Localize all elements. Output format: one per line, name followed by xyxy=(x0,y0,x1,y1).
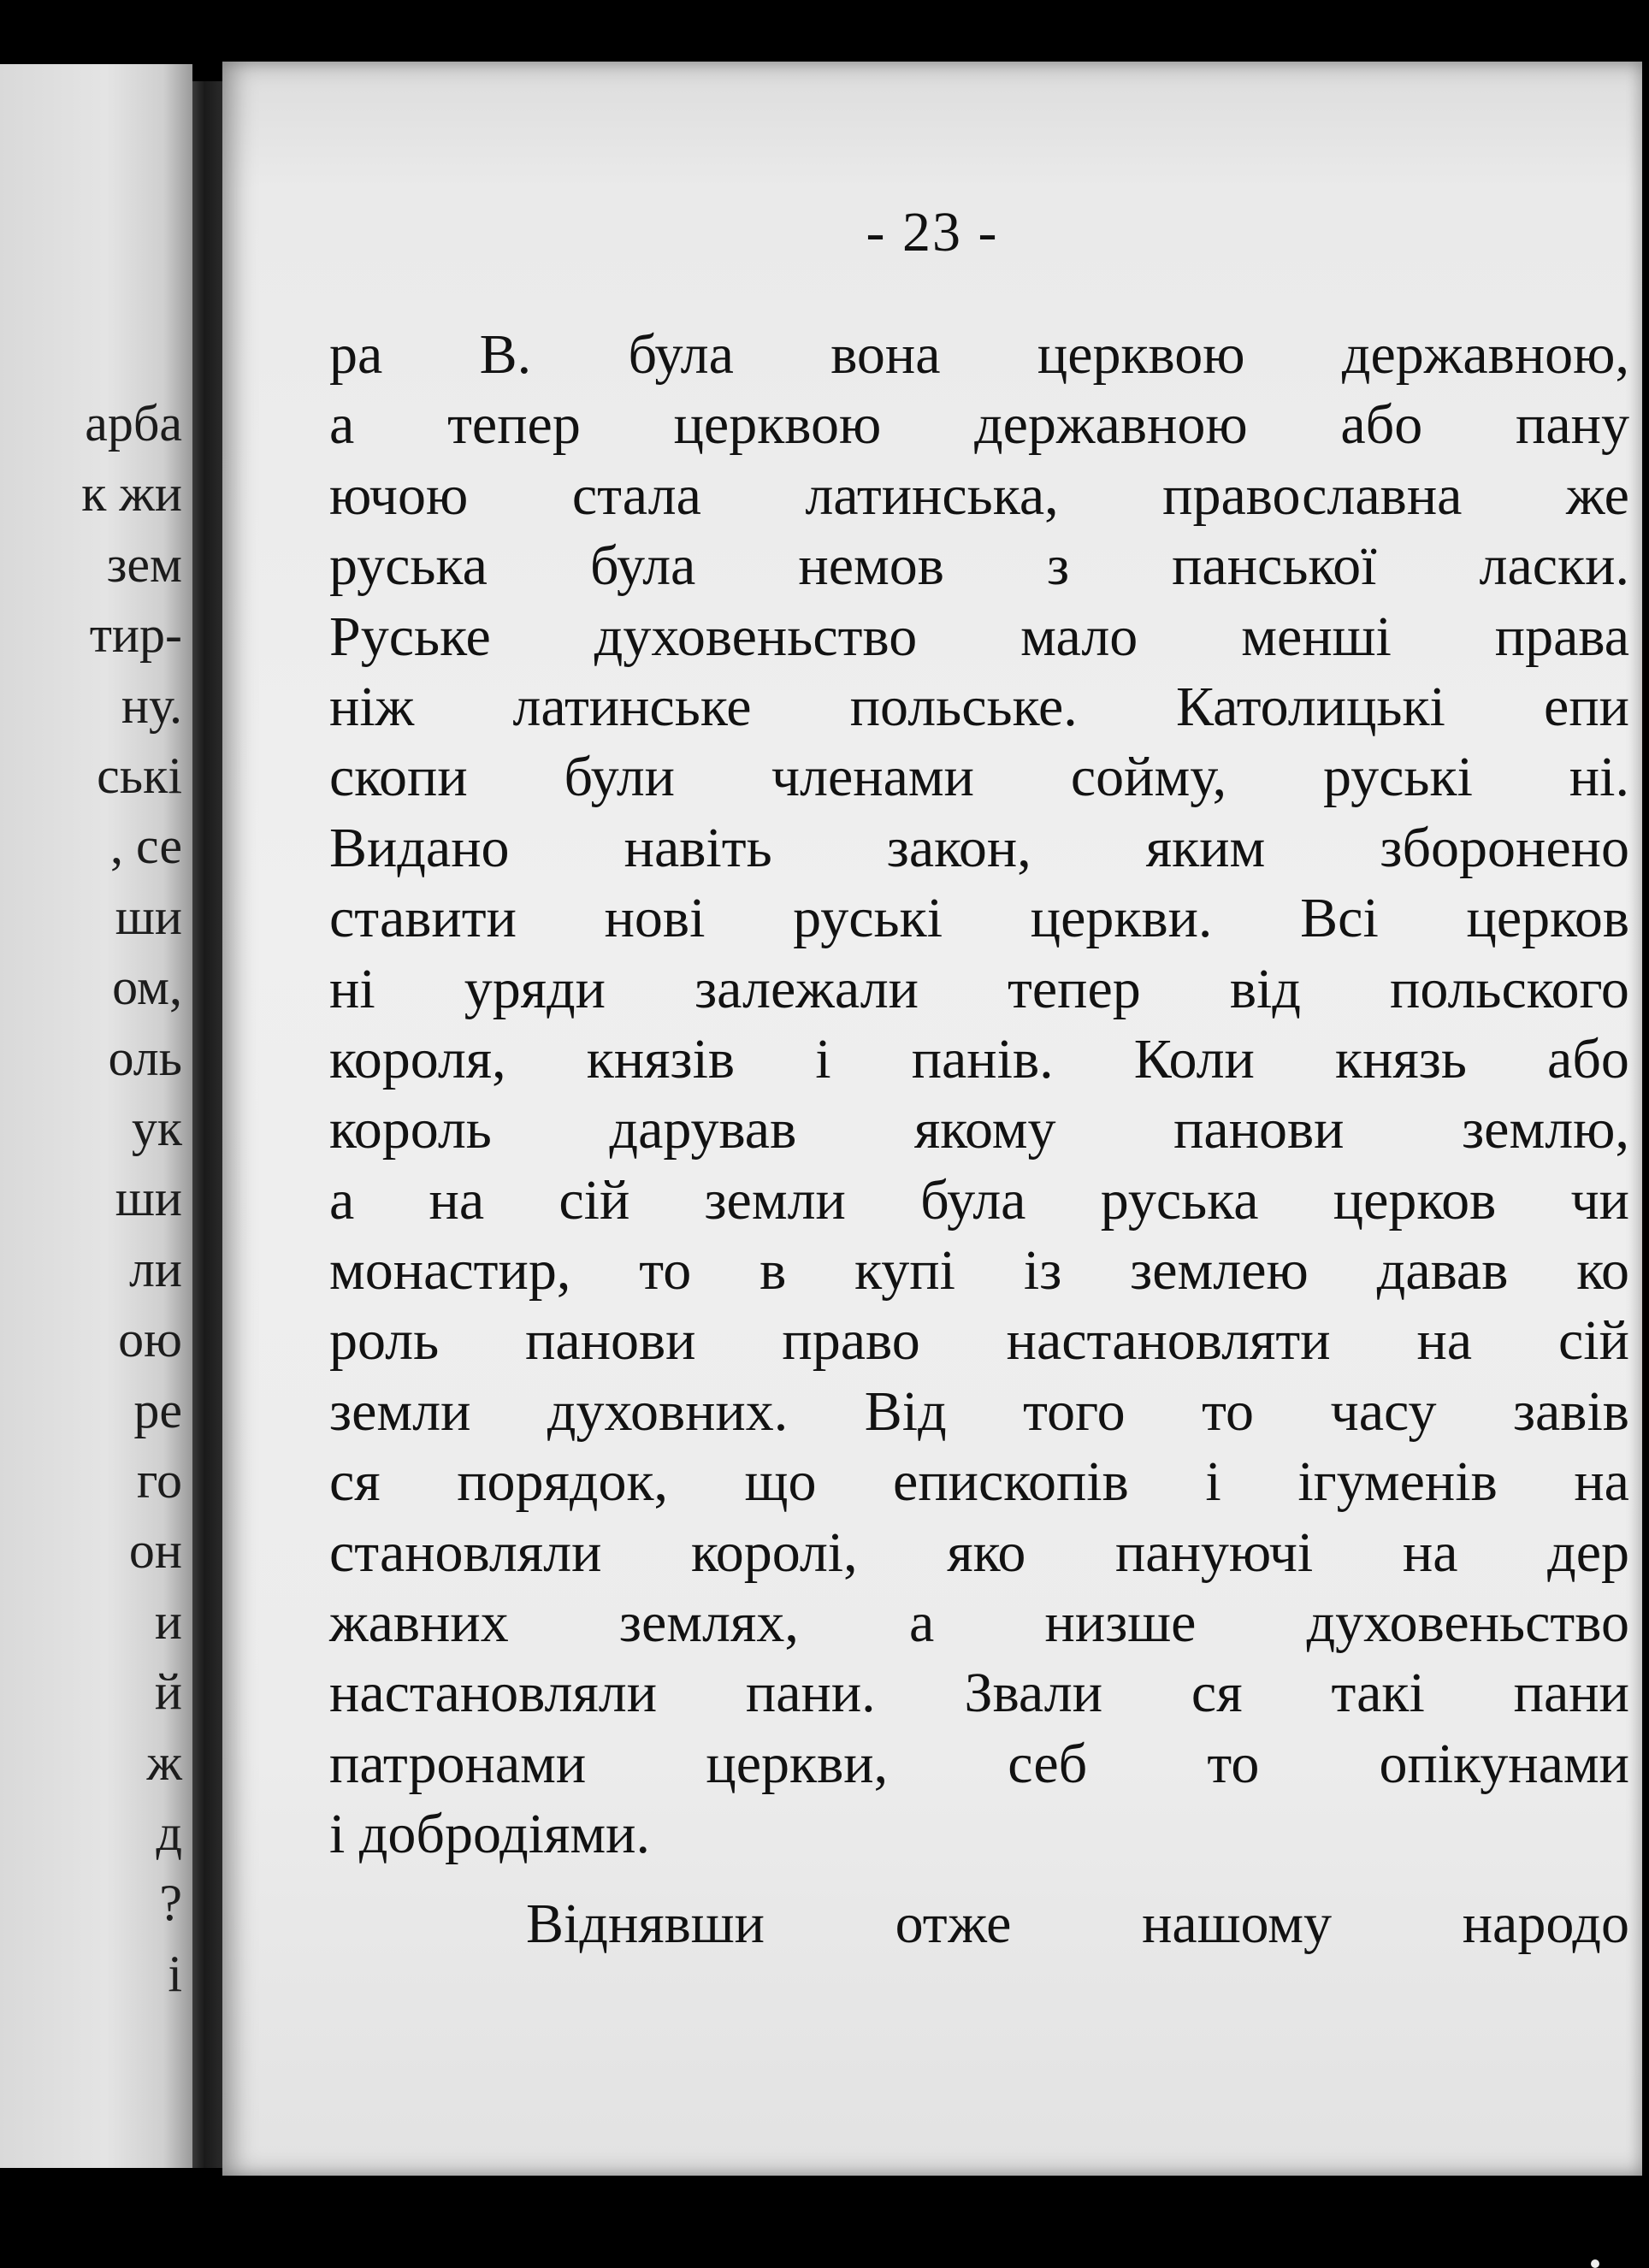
word: себ xyxy=(1008,1732,1088,1795)
text-line xyxy=(329,1588,1629,1658)
word: то xyxy=(1202,1379,1255,1443)
word: королі, xyxy=(691,1521,858,1584)
word: князів xyxy=(586,1027,736,1090)
word: латинське xyxy=(512,675,752,738)
previous-page-line-fragment: , се xyxy=(110,818,182,875)
previous-page-line-fragment: ну. xyxy=(121,676,182,734)
word: мало xyxy=(1020,605,1138,668)
previous-page-line-fragment: ? xyxy=(159,1875,182,1932)
text-line xyxy=(329,602,1629,672)
word: патронами xyxy=(329,1732,587,1795)
word: були xyxy=(564,746,675,809)
word: жавних xyxy=(329,1592,509,1655)
word: Католицькі xyxy=(1175,675,1445,738)
word: пани. xyxy=(745,1662,876,1725)
word: на xyxy=(429,1168,485,1231)
word: або xyxy=(1340,393,1423,457)
word: сойму, xyxy=(1070,746,1227,809)
word: церкви, xyxy=(706,1732,889,1795)
word: такі xyxy=(1331,1662,1425,1725)
word: часу xyxy=(1330,1379,1437,1443)
text-line xyxy=(329,320,1629,390)
word: або xyxy=(1547,1027,1629,1090)
previous-page-line-fragment: ли xyxy=(128,1240,182,1297)
previous-page-line-fragment: ре xyxy=(133,1381,182,1438)
word: польське. xyxy=(849,675,1078,738)
text-line xyxy=(329,1095,1629,1165)
word: на xyxy=(1574,1450,1629,1514)
previous-page-line-fragment: го xyxy=(136,1452,182,1509)
text-line xyxy=(329,461,1629,531)
text-line xyxy=(329,1236,1629,1306)
previous-page-line-fragment: к жи xyxy=(81,465,182,523)
word: король xyxy=(329,1098,492,1161)
word: на xyxy=(1416,1309,1473,1373)
book-page xyxy=(222,62,1642,2176)
word: ра xyxy=(329,323,383,386)
word: давав xyxy=(1376,1239,1509,1302)
word: від xyxy=(1229,957,1301,1020)
word: руська xyxy=(1100,1168,1259,1231)
word: же xyxy=(1565,464,1629,527)
word: ся xyxy=(329,1450,381,1514)
word: панови xyxy=(525,1309,696,1373)
word: руська xyxy=(329,535,488,598)
word: була xyxy=(589,535,696,598)
word: земли xyxy=(704,1168,846,1231)
text-line xyxy=(329,672,1629,742)
word: настановляти xyxy=(1006,1309,1331,1373)
word: із xyxy=(1023,1239,1062,1302)
word: духовних. xyxy=(547,1379,789,1443)
word: Звали xyxy=(964,1662,1103,1725)
word: ко xyxy=(1576,1239,1629,1302)
word: сій xyxy=(1558,1309,1629,1373)
word: ні. xyxy=(1569,746,1629,809)
text-line xyxy=(329,1306,1629,1376)
word: ні xyxy=(329,957,375,1020)
word: тепер xyxy=(447,393,581,457)
previous-page-line-fragment: ою xyxy=(118,1311,182,1368)
word: Всі xyxy=(1300,887,1379,950)
text-line xyxy=(329,1166,1629,1236)
word: права xyxy=(1494,605,1629,668)
word: що xyxy=(744,1450,817,1514)
word: на xyxy=(1402,1521,1458,1584)
word: отже xyxy=(895,1892,1012,1955)
word: а xyxy=(329,1168,355,1231)
previous-page-line-fragment: и xyxy=(154,1592,182,1650)
word: панови xyxy=(1173,1098,1345,1161)
word: а xyxy=(329,393,355,457)
word: менші xyxy=(1241,605,1392,668)
word: Руське xyxy=(329,605,491,668)
word: церквою xyxy=(1037,323,1245,386)
word: то xyxy=(639,1239,692,1302)
word: руські xyxy=(793,887,943,950)
word: закон, xyxy=(886,816,1031,879)
word: церков xyxy=(1466,887,1629,950)
word: опікунами xyxy=(1379,1732,1629,1795)
word: В. xyxy=(479,323,532,386)
word: того xyxy=(1023,1379,1126,1443)
word: панів. xyxy=(911,1027,1054,1090)
word: панської xyxy=(1172,535,1377,598)
word: духовеньство xyxy=(1306,1592,1629,1655)
word: епископів xyxy=(893,1450,1129,1514)
previous-page-line-fragment: оль xyxy=(108,1029,182,1086)
word: народо xyxy=(1462,1892,1629,1955)
paragraph-gap xyxy=(329,1870,1629,1889)
previous-page-line-fragment: ук xyxy=(131,1100,182,1156)
word: Віднявши xyxy=(526,1892,765,1955)
word: уряди xyxy=(464,957,606,1020)
text-line xyxy=(329,1025,1629,1095)
word: ся xyxy=(1191,1662,1243,1725)
word: пануючі xyxy=(1114,1521,1314,1584)
word: право xyxy=(782,1309,920,1373)
dust-speck xyxy=(1591,2259,1599,2268)
word: земли xyxy=(329,1379,471,1443)
text-line xyxy=(329,883,1629,954)
word: вона xyxy=(830,323,941,386)
word: державною, xyxy=(1341,323,1629,386)
previous-page-fragment xyxy=(0,64,192,2168)
word: князь xyxy=(1335,1027,1467,1090)
previous-page-line-fragment: он xyxy=(128,1522,182,1580)
word: ігуменів xyxy=(1297,1450,1498,1514)
paragraph-last-line: і добродіями. xyxy=(329,1803,650,1866)
word: була xyxy=(628,323,734,386)
previous-page-line-fragment: ши xyxy=(115,1170,182,1227)
word: завів xyxy=(1512,1379,1629,1443)
word: епи xyxy=(1544,675,1629,738)
word: руські xyxy=(1322,746,1473,809)
text-line xyxy=(329,813,1629,883)
word: церкви. xyxy=(1030,887,1213,950)
page-body-text xyxy=(329,320,1629,1959)
word: Видано xyxy=(329,816,510,879)
page-number: - 23 - xyxy=(866,201,999,263)
word: Коли xyxy=(1133,1027,1255,1090)
word: сій xyxy=(559,1168,630,1231)
word: купі xyxy=(854,1239,955,1302)
word: тепер xyxy=(1008,957,1141,1020)
word: була xyxy=(920,1168,1026,1231)
word: землею xyxy=(1130,1239,1309,1302)
book-gutter xyxy=(192,81,222,2168)
word: зборонено xyxy=(1380,816,1629,879)
previous-page-line-fragment: ши xyxy=(115,888,182,945)
word: чи xyxy=(1570,1168,1629,1231)
text-line xyxy=(329,1447,1629,1517)
word: монастир, xyxy=(329,1239,571,1302)
word: ласки. xyxy=(1479,535,1629,598)
word: латинська, xyxy=(805,464,1059,527)
word: православна xyxy=(1162,464,1463,527)
word: пану xyxy=(1516,393,1629,457)
word: пани xyxy=(1513,1662,1629,1725)
text-line xyxy=(329,954,1629,1025)
next-paragraph-first-line xyxy=(329,1889,1629,1959)
previous-page-line-fragment: д xyxy=(156,1804,182,1861)
text-line xyxy=(329,742,1629,812)
word: порядок, xyxy=(457,1450,669,1514)
word: нові xyxy=(604,887,706,950)
previous-page-line-fragment: зем xyxy=(106,535,182,593)
word: а xyxy=(909,1592,935,1655)
word: польского xyxy=(1390,957,1629,1020)
word: залежали xyxy=(694,957,919,1020)
text-line xyxy=(329,1377,1629,1447)
word: і xyxy=(815,1027,831,1090)
text-line xyxy=(329,531,1629,601)
text-line xyxy=(329,390,1629,460)
word: яким xyxy=(1145,816,1266,879)
text-line xyxy=(329,1729,1629,1799)
word: і xyxy=(1205,1450,1221,1514)
word: немов xyxy=(798,535,944,598)
previous-page-line-fragment: арба xyxy=(85,395,182,452)
word: в xyxy=(759,1239,787,1302)
word: низше xyxy=(1044,1592,1197,1655)
previous-page-line-fragment: й xyxy=(154,1663,182,1721)
word: церков xyxy=(1333,1168,1497,1231)
previous-page-line-fragment: ом, xyxy=(112,959,182,1016)
previous-page-line-fragment: і xyxy=(168,1945,182,2002)
word: настановляли xyxy=(329,1662,658,1725)
previous-page-line-fragment: ські xyxy=(97,747,182,804)
word: ніж xyxy=(329,675,415,738)
word: якому xyxy=(913,1098,1056,1161)
word: короля, xyxy=(329,1027,506,1090)
word: скопи xyxy=(329,746,468,809)
previous-page-line-fragment: ж xyxy=(146,1733,182,1791)
word: становляли xyxy=(329,1521,602,1584)
word: духовеньство xyxy=(594,605,918,668)
word: то xyxy=(1207,1732,1260,1795)
word: дарував xyxy=(609,1098,797,1161)
word: ючою xyxy=(329,464,469,527)
word: землю, xyxy=(1462,1098,1629,1161)
word: навіть xyxy=(624,816,772,879)
text-line xyxy=(329,1658,1629,1728)
word: стала xyxy=(571,464,701,527)
word: нашому xyxy=(1142,1892,1333,1955)
word: церквою xyxy=(673,393,882,457)
word: роль xyxy=(329,1309,440,1373)
word: землях, xyxy=(618,1592,799,1655)
previous-page-line-fragment: тир- xyxy=(89,606,182,664)
word: членами xyxy=(771,746,974,809)
word: ставити xyxy=(329,887,517,950)
word: дер xyxy=(1547,1521,1629,1584)
word: з xyxy=(1046,535,1070,598)
word: яко xyxy=(947,1521,1026,1584)
word: Від xyxy=(864,1379,947,1443)
word: державною xyxy=(974,393,1248,457)
text-line xyxy=(329,1518,1629,1588)
